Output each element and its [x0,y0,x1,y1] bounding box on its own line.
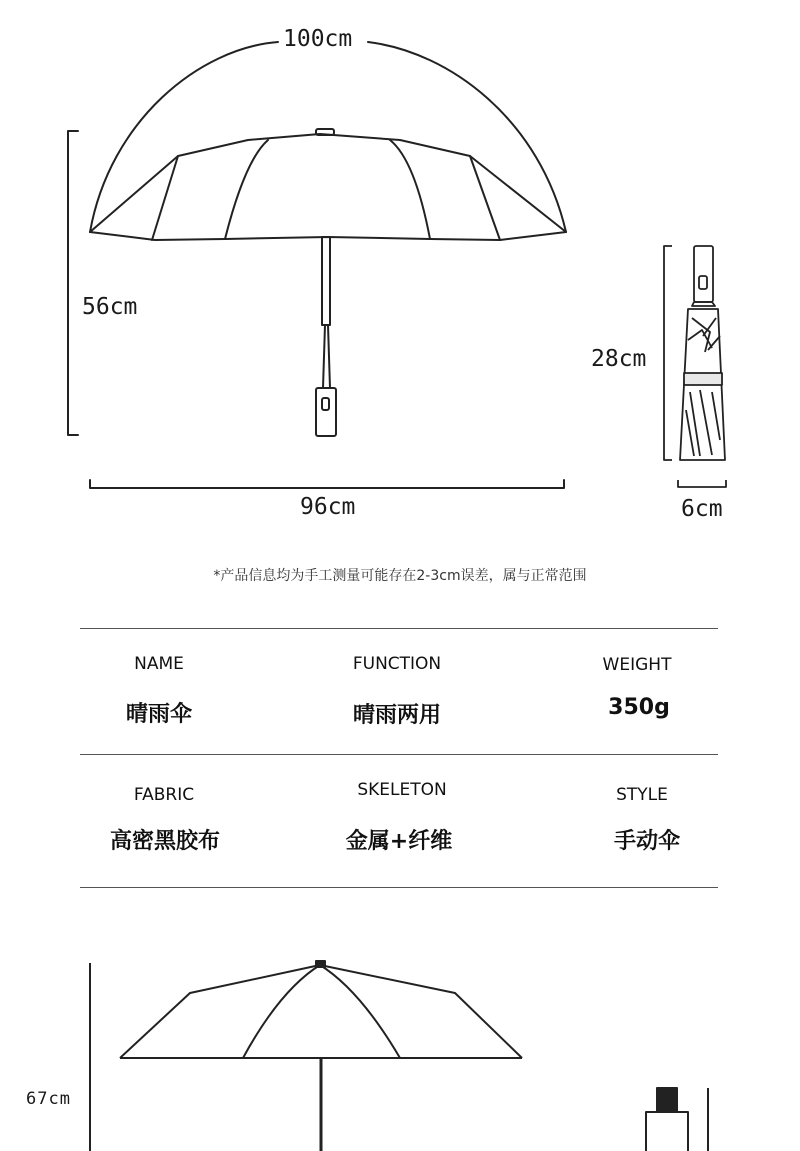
span-dimension-line [90,480,564,488]
folded-width-label: 6cm [681,496,723,522]
height-dimension-line [68,131,78,435]
spec-header-style: STYLE [616,785,668,805]
table-rule-middle [80,754,718,755]
umbrella-canopy [90,134,566,232]
table-rule-top [80,628,718,629]
second-height-label: 67cm [26,1089,71,1109]
span-label: 96cm [300,494,356,520]
umbrella-handle [316,388,336,436]
measurement-note: *产品信息均为手工测量可能存在2-3cm误差，属与正常范围 [213,568,587,584]
spec-value-skeleton: 金属+纤维 [345,829,453,854]
height-label: 56cm [82,294,138,320]
spec-header-skeleton: SKELETON [357,780,447,800]
spec-value-weight: 350g [608,695,670,720]
arc-width-label: 100cm [283,26,353,52]
arc-dimension-line [90,42,278,232]
spec-header-name: NAME [134,654,184,674]
table-rule-bottom [80,887,718,888]
spec-value-function: 晴雨两用 [352,703,441,728]
open-umbrella-diagram [0,0,800,540]
spec-value-style: 手动伞 [613,829,680,854]
spec-value-fabric: 高密黑胶布 [109,829,220,854]
spec-header-fabric: FABRIC [133,785,195,805]
folded-length-label: 28cm [591,346,647,372]
spec-header-weight: WEIGHT [602,655,672,675]
folded-umbrella [664,246,726,487]
spec-value-name: 晴雨伞 [125,702,192,727]
spec-header-function: FUNCTION [352,654,442,674]
